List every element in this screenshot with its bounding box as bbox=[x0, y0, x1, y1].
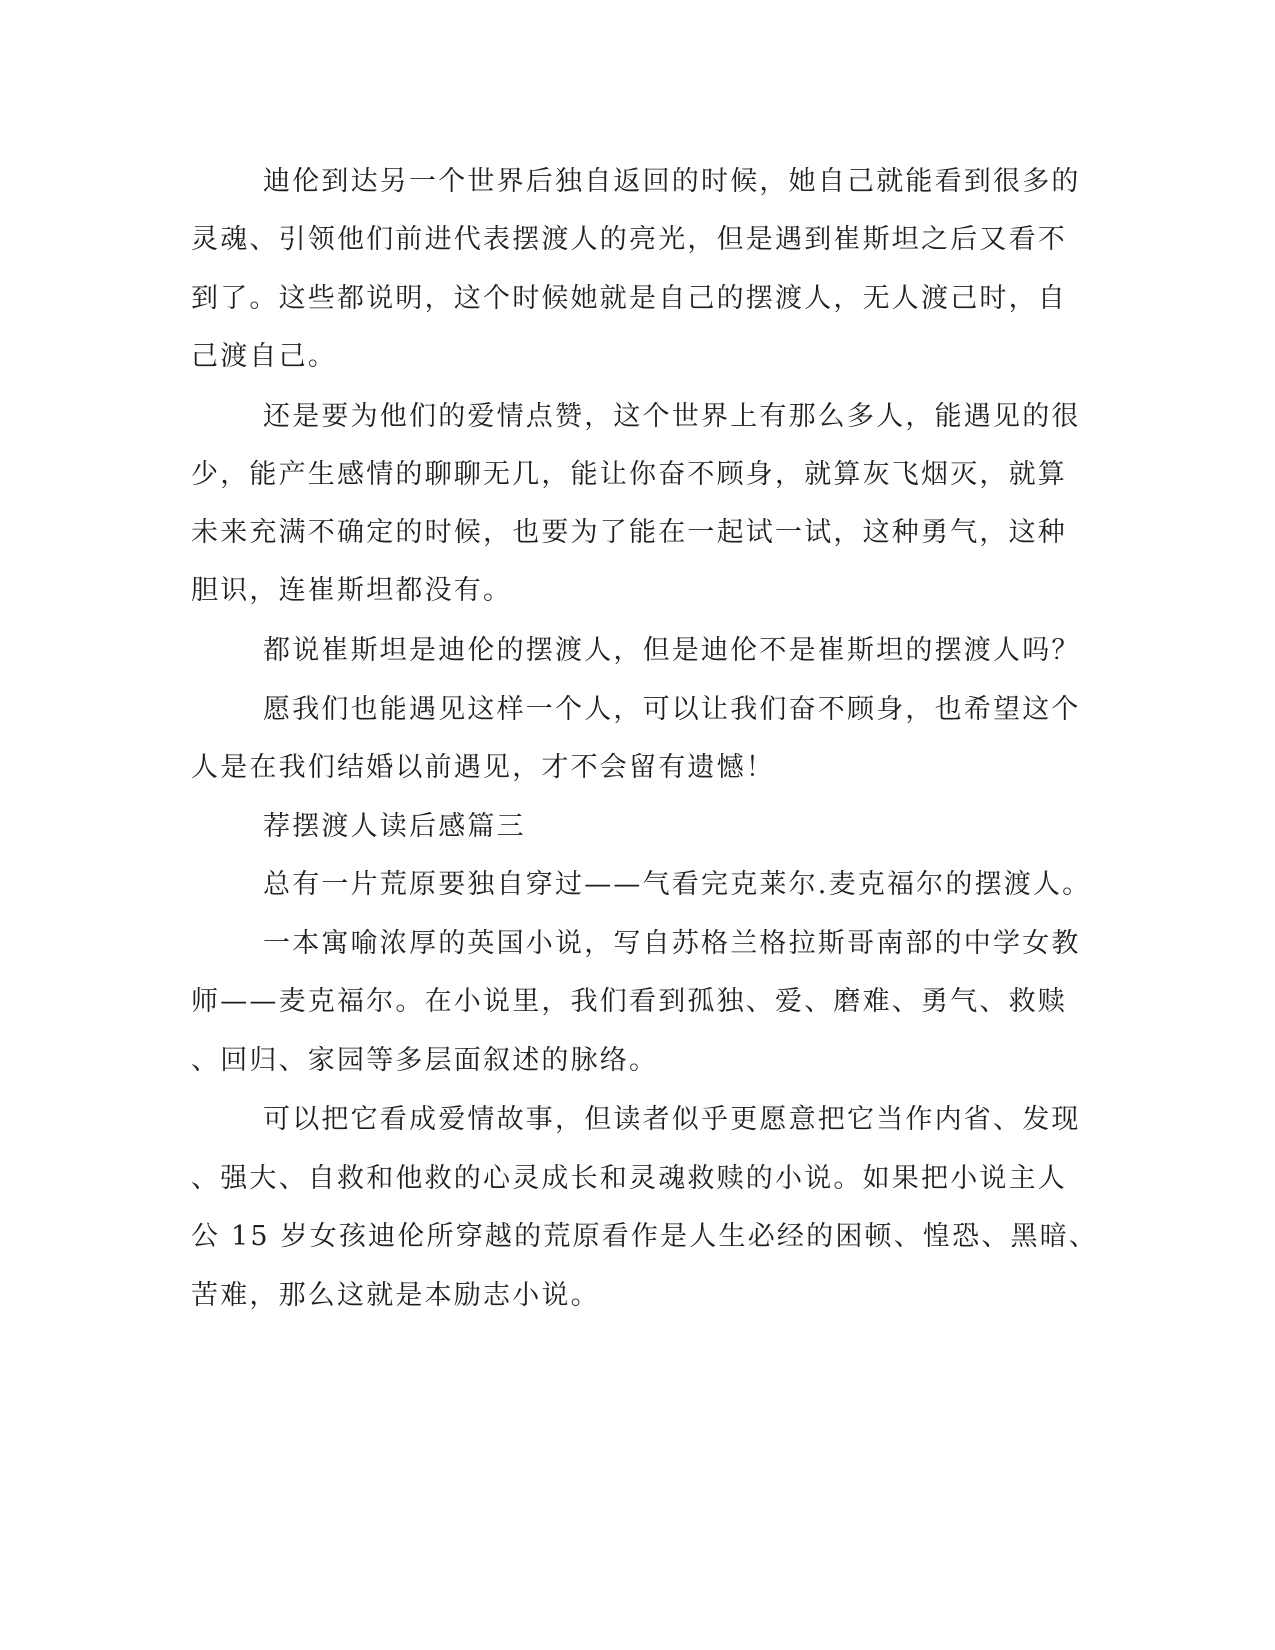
text-line: 愿我们也能遇见这样一个人，可以让我们奋不顾身，也希望这个 bbox=[263, 694, 1081, 725]
text-line: 公 15 岁女孩迪伦所穿越的荒原看作是人生必经的困顿、惶恐、黑暗、 bbox=[191, 1221, 1099, 1252]
text-line: 人是在我们结婚以前遇见，才不会留有遗憾！ bbox=[191, 752, 775, 783]
text-line: 总有一片荒原要独自穿过——气看完克莱尔.麦克福尔的摆渡人。 bbox=[263, 869, 1092, 900]
text-line: 还是要为他们的爱情点赞，这个世界上有那么多人，能遇见的很 bbox=[263, 401, 1081, 432]
text-line: 到了。这些都说明，这个时候她就是自己的摆渡人，无人渡己时，自 bbox=[191, 283, 1067, 314]
text-line: 己渡自己。 bbox=[191, 341, 337, 372]
text-line: 胆识，连崔斯坦都没有。 bbox=[191, 575, 513, 606]
text-line: 师——麦克福尔。在小说里，我们看到孤独、爱、磨难、勇气、救赎 bbox=[191, 986, 1067, 1017]
text-line: 一本寓喻浓厚的英国小说，写自苏格兰格拉斯哥南部的中学女教 bbox=[263, 928, 1081, 959]
text-line: 苦难，那么这就是本励志小说。 bbox=[191, 1280, 600, 1311]
text-line: 未来充满不确定的时候，也要为了能在一起试一试，这种勇气，这种 bbox=[191, 517, 1067, 548]
section-heading: 荐摆渡人读后感篇三 bbox=[263, 811, 526, 842]
text-line: 少，能产生感情的聊聊无几，能让你奋不顾身，就算灰飞烟灭，就算 bbox=[191, 459, 1067, 490]
text-line: 可以把它看成爱情故事，但读者似乎更愿意把它当作内省、发现 bbox=[263, 1104, 1081, 1135]
text-line: 灵魂、引领他们前进代表摆渡人的亮光，但是遇到崔斯坦之后又看不 bbox=[191, 224, 1067, 255]
text-line: 、强大、自救和他救的心灵成长和灵魂救赎的小说。如果把小说主人 bbox=[191, 1163, 1067, 1194]
text-line: 、回归、家园等多层面叙述的脉络。 bbox=[191, 1045, 659, 1076]
text-line: 都说崔斯坦是迪伦的摆渡人，但是迪伦不是崔斯坦的摆渡人吗？ bbox=[263, 635, 1081, 666]
text-line: 迪伦到达另一个世界后独自返回的时候，她自己就能看到很多的 bbox=[263, 166, 1081, 197]
